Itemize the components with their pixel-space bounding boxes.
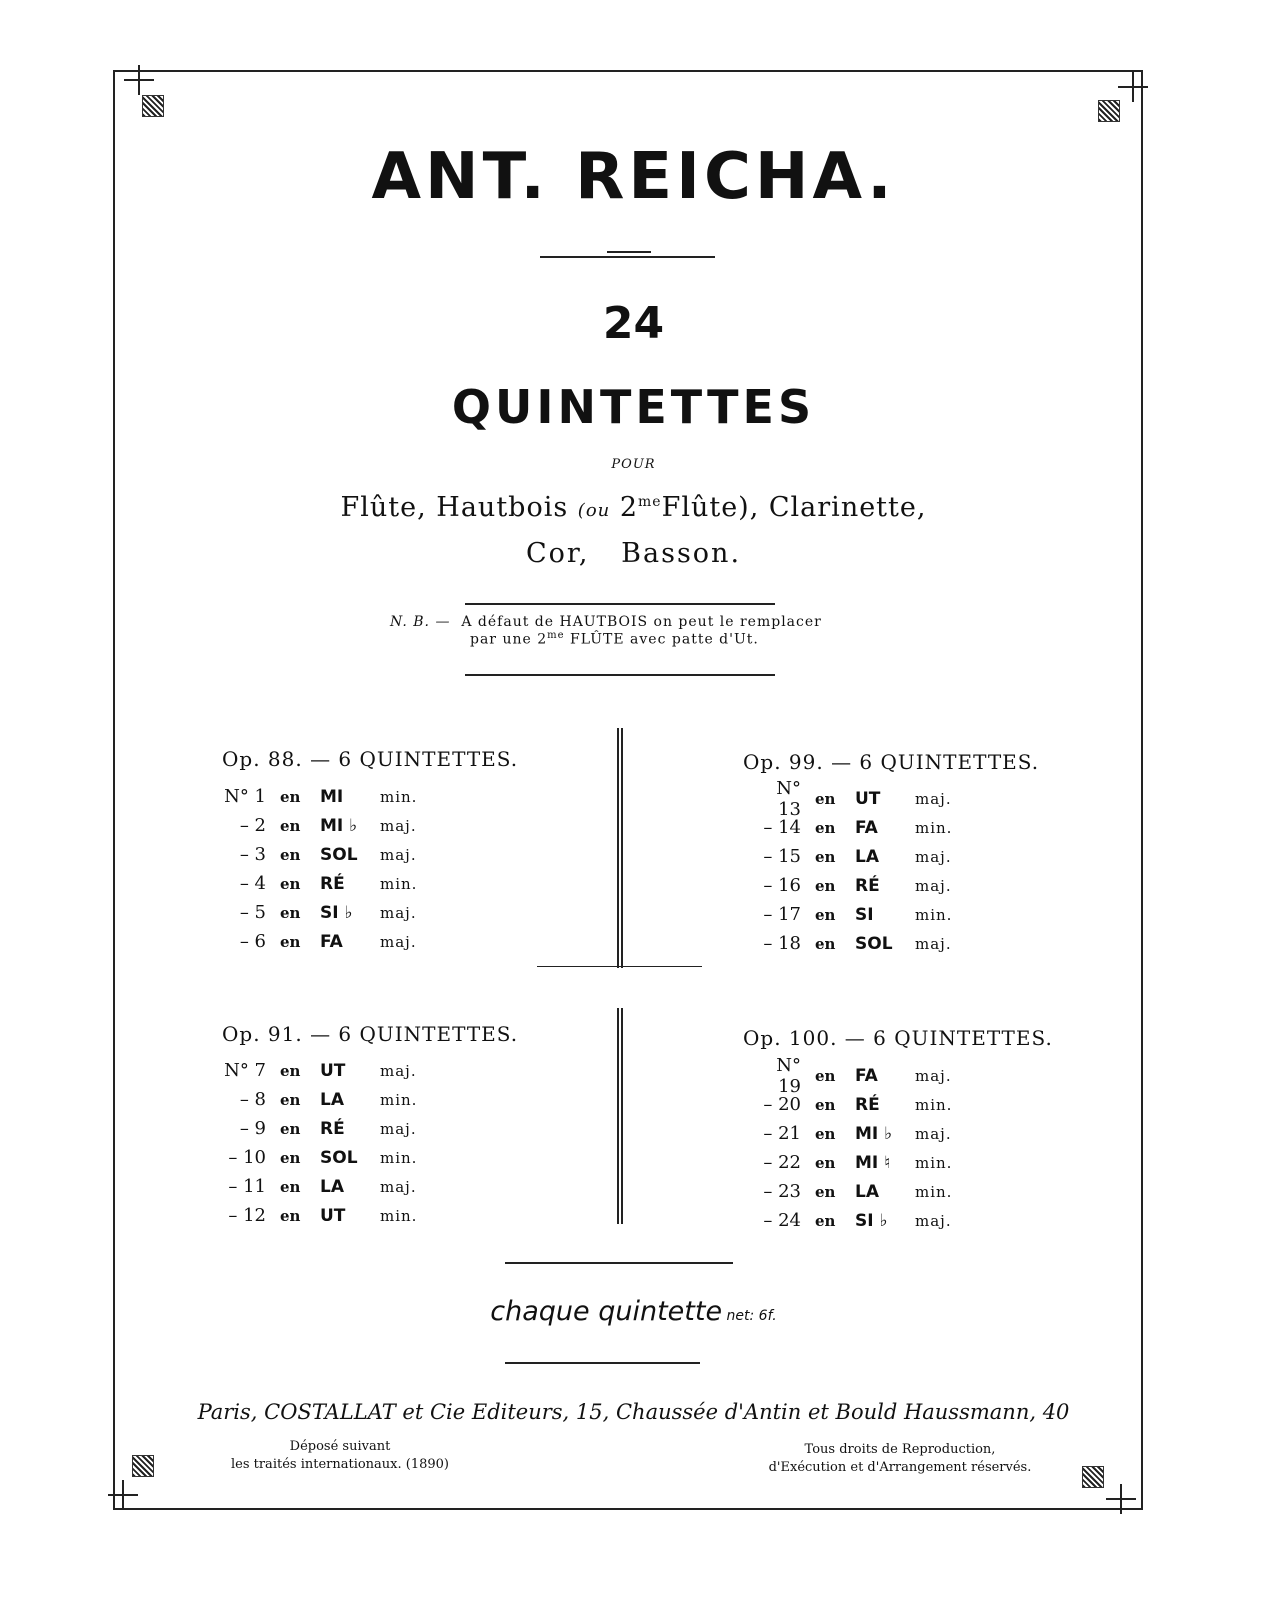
quintet-en: en xyxy=(815,934,836,953)
quintet-number: – 22 xyxy=(763,1152,801,1173)
quintet-number: – 11 xyxy=(228,1176,266,1197)
publisher-line: Paris, COSTALLAT et Cie Editeurs, 15, Chaussée d'Antin et Bould Haussmann, 40 xyxy=(197,1400,1070,1424)
price-line xyxy=(0,1296,1267,1327)
divider-base-top xyxy=(537,966,702,967)
quintet-mode: maj. xyxy=(915,789,952,808)
quintet-row xyxy=(220,898,440,927)
quintet-row xyxy=(220,1085,440,1114)
quintet-number: N° 1 xyxy=(224,786,266,807)
deposit-line-1: Déposé suivant xyxy=(289,1439,391,1454)
quintet-en: en xyxy=(815,818,836,837)
quintet-mode: min. xyxy=(380,1206,418,1225)
quintet-row xyxy=(755,900,975,929)
quintet-key: LA xyxy=(320,1089,344,1110)
quintet-mode: maj. xyxy=(380,845,417,864)
note-line-2 xyxy=(390,630,860,648)
quintet-number: – 2 xyxy=(239,815,266,836)
quintet-number: N° 13 xyxy=(776,777,801,820)
quintet-mode: maj. xyxy=(915,1124,952,1143)
corner-ornament-bottom-left-tile xyxy=(132,1455,154,1477)
opus-99-list xyxy=(755,777,975,958)
note-block xyxy=(390,614,860,648)
quintet-key: FA xyxy=(855,817,878,838)
opus-91-heading: Op. 91. — 6 QUINTETTES. xyxy=(222,1022,519,1046)
quintet-en: en xyxy=(815,1066,836,1085)
price-rule-top xyxy=(505,1262,733,1264)
instruments-sup: me xyxy=(638,494,662,510)
quintet-key: RÉ xyxy=(855,1094,880,1115)
quintet-row xyxy=(755,1206,975,1235)
note-label: N. B. — xyxy=(390,614,451,630)
quintet-en: en xyxy=(815,905,836,924)
quintet-key: MI ♮ xyxy=(855,1152,891,1173)
quintet-key: LA xyxy=(320,1176,344,1197)
quintet-en: en xyxy=(280,1206,301,1225)
quintet-mode: min. xyxy=(915,1182,953,1201)
quintet-mode: min. xyxy=(380,787,418,806)
quintet-key: SI xyxy=(855,904,874,925)
quintet-en: en xyxy=(280,874,301,893)
quintet-en: en xyxy=(280,845,301,864)
ornamental-divider-bottom xyxy=(600,998,640,1226)
quintet-key: SI ♭ xyxy=(855,1210,888,1231)
price-net: net: 6f. xyxy=(722,1308,777,1324)
work-title: QUINTETTES xyxy=(451,380,816,434)
price-rule-bottom xyxy=(505,1362,700,1364)
opus-100-list xyxy=(755,1054,975,1235)
quintet-key: RÉ xyxy=(855,875,880,896)
quintet-en: en xyxy=(815,789,836,808)
corner-ornament-top-left-tile xyxy=(142,95,164,117)
quintet-mode: min. xyxy=(915,905,953,924)
quintet-mode: min. xyxy=(380,874,418,893)
quintet-en: en xyxy=(815,1095,836,1114)
quintet-mode: maj. xyxy=(915,876,952,895)
quintet-row xyxy=(755,842,975,871)
quintet-row xyxy=(220,1201,440,1230)
corner-ornament-bottom-right-tile xyxy=(1082,1466,1104,1488)
instruments-num: 2 xyxy=(619,492,639,523)
quintet-key: MI ♭ xyxy=(320,815,358,836)
quintet-mode: maj. xyxy=(915,847,952,866)
instruments-line-1 xyxy=(0,492,1267,523)
quintet-en: en xyxy=(280,932,301,951)
quintet-key: RÉ xyxy=(320,873,345,894)
quintet-row xyxy=(755,1177,975,1206)
quintet-key: SOL xyxy=(320,1147,358,1168)
quintet-row xyxy=(755,1148,975,1177)
quintet-mode: maj. xyxy=(915,1211,952,1230)
quintet-key: UT xyxy=(320,1205,346,1226)
quintet-number: – 8 xyxy=(239,1089,266,1110)
quintet-number: – 17 xyxy=(763,904,801,925)
quintet-mode: min. xyxy=(915,818,953,837)
quintet-mode: maj. xyxy=(380,1119,417,1138)
quintet-row xyxy=(755,1119,975,1148)
quintet-number: – 5 xyxy=(239,902,266,923)
quintet-mode: min. xyxy=(380,1148,418,1167)
quintet-number: – 12 xyxy=(228,1205,266,1226)
quintet-number: – 10 xyxy=(228,1147,266,1168)
quintet-en: en xyxy=(815,1211,836,1230)
quintet-mode: maj. xyxy=(380,816,417,835)
quintet-row xyxy=(220,869,440,898)
quintet-number: – 4 xyxy=(239,873,266,894)
pour-label: POUR xyxy=(611,457,656,472)
quintet-row xyxy=(220,782,440,811)
quintet-en: en xyxy=(815,876,836,895)
instruments-b: Flûte), Clarinette, xyxy=(661,492,927,523)
instruments-ou: (ou xyxy=(577,500,611,521)
quintet-en: en xyxy=(815,847,836,866)
quintet-en: en xyxy=(280,1148,301,1167)
quintet-key: SOL xyxy=(320,844,358,865)
quintet-key: LA xyxy=(855,846,879,867)
note-text-1: A défaut de HAUTBOIS on peut le remplacer xyxy=(461,614,822,630)
quintet-key: RÉ xyxy=(320,1118,345,1139)
quintet-number: – 21 xyxy=(763,1123,801,1144)
quintet-mode: maj. xyxy=(380,932,417,951)
quintet-mode: min. xyxy=(380,1090,418,1109)
deposit-line-2: les traités internationaux. (1890) xyxy=(230,1457,450,1472)
quintet-en: en xyxy=(815,1153,836,1172)
quintet-mode: maj. xyxy=(380,1061,417,1080)
quintet-key: UT xyxy=(320,1060,346,1081)
quintet-row xyxy=(220,1143,440,1172)
quintet-row xyxy=(755,813,975,842)
opus-100-heading: Op. 100. — 6 QUINTETTES. xyxy=(743,1026,1053,1050)
quintet-mode: min. xyxy=(915,1153,953,1172)
price-main: chaque quintette xyxy=(490,1296,723,1327)
quintet-mode: min. xyxy=(915,1095,953,1114)
quintet-en: en xyxy=(280,1119,301,1138)
ornamental-divider-top xyxy=(600,718,640,968)
quintet-en: en xyxy=(280,903,301,922)
quintet-en: en xyxy=(280,816,301,835)
quintet-en: en xyxy=(280,787,301,806)
deposit-notice xyxy=(210,1438,470,1474)
note-rule-top xyxy=(465,603,775,605)
corner-ornament-top-right-tile xyxy=(1098,100,1120,122)
rights-line-2: d'Exécution et d'Arrangement réservés. xyxy=(768,1460,1032,1475)
quintet-number: N° 19 xyxy=(776,1054,801,1097)
quintet-key: MI xyxy=(320,786,344,807)
quintet-key: SI ♭ xyxy=(320,902,353,923)
opus-88-heading: Op. 88. — 6 QUINTETTES. xyxy=(222,747,519,771)
quintet-row xyxy=(755,1054,975,1097)
quintet-number: – 23 xyxy=(763,1181,801,1202)
opus-91-list xyxy=(220,1056,440,1230)
title-rule xyxy=(540,256,715,258)
quintet-en: en xyxy=(280,1177,301,1196)
quintet-number: – 18 xyxy=(763,933,801,954)
instruments-a: Flûte, Hautbois xyxy=(340,492,569,523)
quintet-key: MI ♭ xyxy=(855,1123,893,1144)
quintet-key: LA xyxy=(855,1181,879,1202)
quintet-row xyxy=(220,1172,440,1201)
corner-ornament-bottom-left xyxy=(108,1480,138,1510)
quintet-en: en xyxy=(815,1124,836,1143)
note-line-1 xyxy=(390,614,860,630)
quintet-row xyxy=(755,871,975,900)
composer-name: ANT. REICHA. xyxy=(371,140,896,214)
quintet-mode: maj. xyxy=(380,1177,417,1196)
quintet-en: en xyxy=(280,1061,301,1080)
quintet-row xyxy=(755,777,975,820)
title-rule-short xyxy=(607,251,651,253)
quintet-number: – 6 xyxy=(239,931,266,952)
quintet-en: en xyxy=(815,1182,836,1201)
note-text-2b: FLÛTE avec patte d'Ut. xyxy=(564,631,759,648)
quintet-row xyxy=(755,929,975,958)
quintet-key: FA xyxy=(855,1065,878,1086)
quintet-count: 24 xyxy=(602,298,665,349)
note-sup: me xyxy=(547,630,565,641)
opus-88-list xyxy=(220,782,440,956)
note-rule-bottom xyxy=(465,674,775,676)
quintet-row xyxy=(755,1090,975,1119)
quintet-number: N° 7 xyxy=(224,1060,266,1081)
quintet-row xyxy=(220,840,440,869)
quintet-key: UT xyxy=(855,788,881,809)
quintet-mode: maj. xyxy=(915,1066,952,1085)
quintet-row xyxy=(220,1056,440,1085)
quintet-mode: maj. xyxy=(380,903,417,922)
quintet-mode: maj. xyxy=(915,934,952,953)
quintet-row xyxy=(220,1114,440,1143)
quintet-key: SOL xyxy=(855,933,893,954)
quintet-number: – 3 xyxy=(239,844,266,865)
quintet-number: – 15 xyxy=(763,846,801,867)
rights-notice xyxy=(760,1441,1040,1477)
quintet-number: – 20 xyxy=(763,1094,801,1115)
quintet-row xyxy=(220,811,440,840)
corner-ornament-top-right xyxy=(1118,72,1148,102)
quintet-en: en xyxy=(280,1090,301,1109)
quintet-number: – 24 xyxy=(763,1210,801,1231)
quintet-key: FA xyxy=(320,931,343,952)
quintet-number: – 16 xyxy=(763,875,801,896)
opus-99-heading: Op. 99. — 6 QUINTETTES. xyxy=(743,750,1040,774)
corner-ornament-top-left xyxy=(124,65,154,95)
corner-ornament-bottom-right xyxy=(1106,1484,1136,1514)
instruments-line-2: Cor, Basson. xyxy=(525,538,742,569)
note-text-2a: par une 2 xyxy=(470,631,548,648)
rights-line-1: Tous droits de Reproduction, xyxy=(804,1442,996,1457)
quintet-number: – 9 xyxy=(239,1118,266,1139)
quintet-number: – 14 xyxy=(763,817,801,838)
quintet-row xyxy=(220,927,440,956)
